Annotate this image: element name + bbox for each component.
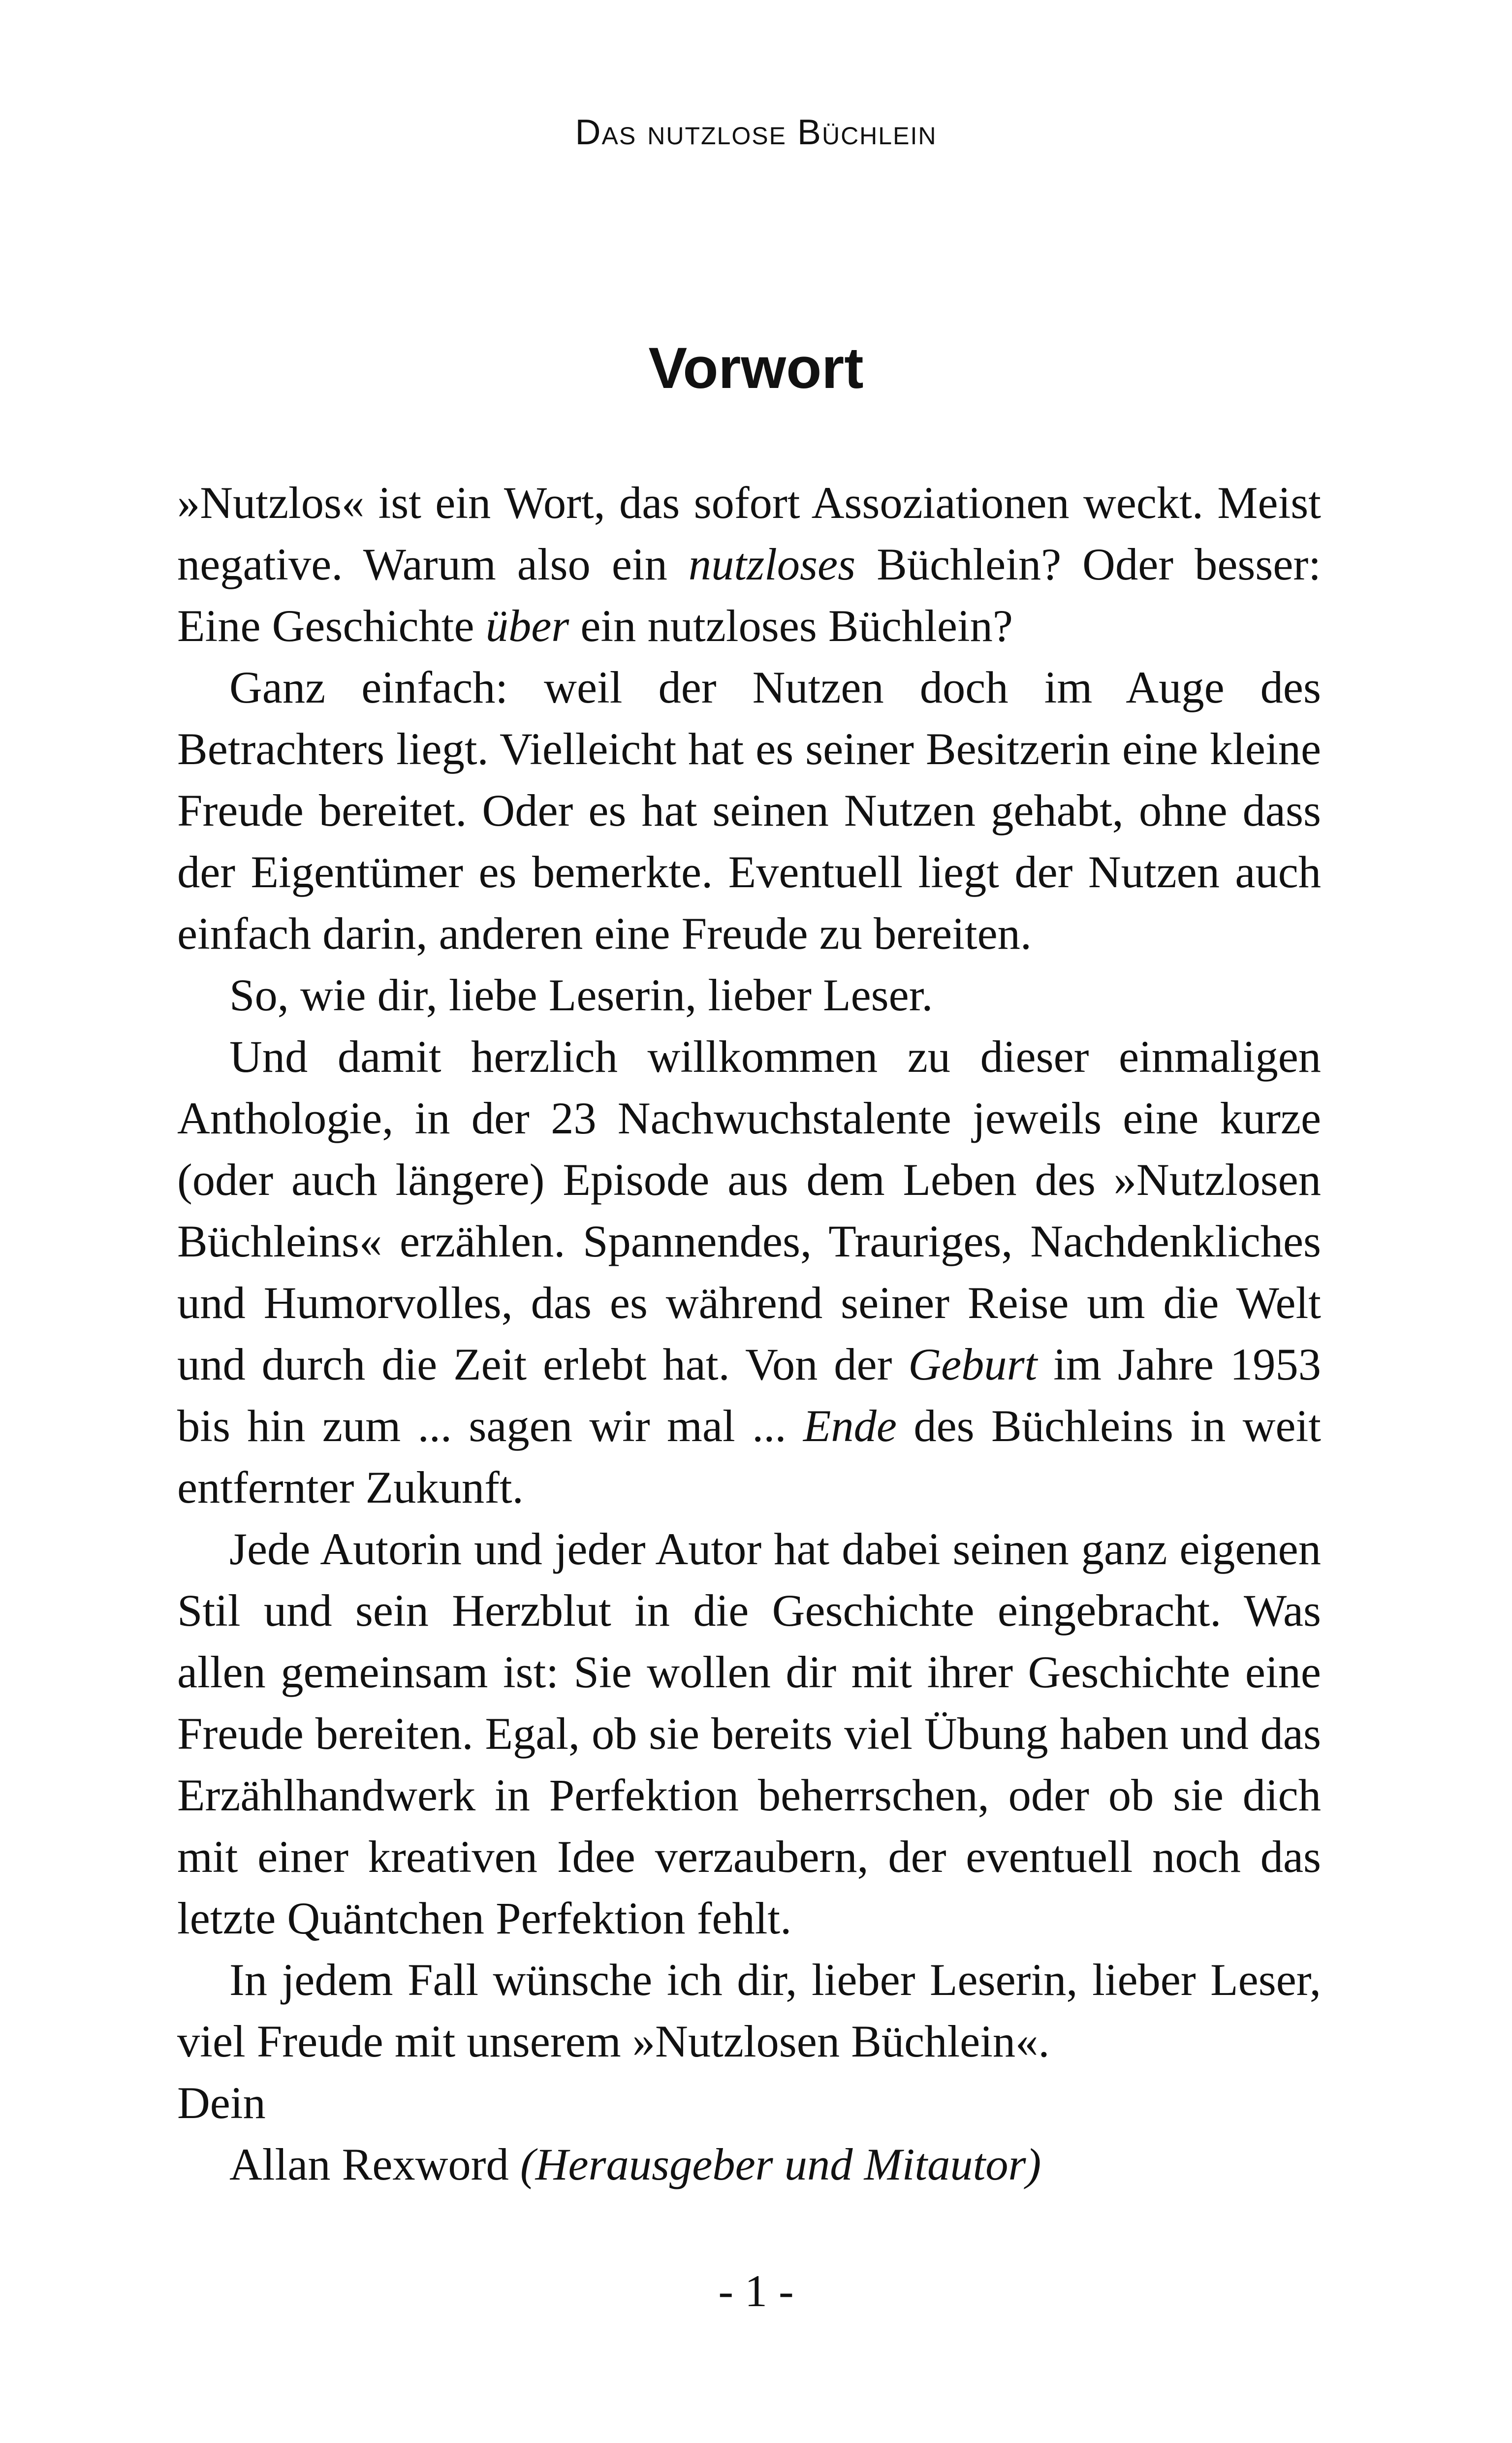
paragraph-6: In jedem Fall wünsche ich dir, lieber Leserin, lieber Leser, viel Freude mit unserem »Nutzlosen Büchlein«. [177,1955,1321,2067]
signoff [177,2073,1321,2196]
paragraph-4-text-a: Und damit herzlich willkommen zu dieser einmaligen Anthologie, in der 23 Nachwuchstalente jeweils eine kurze (oder auch längere) Episode aus dem Leben des »Nutzlosen Büchleins« erzählen. Spannendes, Trauriges, Nachdenkliches und Humorvolles, das es während seiner Reise um die Welt und durch die Zeit erlebt hat. Von der [177,1032,1321,1390]
author-role: (Herausgeber und Mitautor) [520,2140,1041,2190]
paragraph-4 [177,1027,1321,1519]
paragraph-1-text-b: Büchlein? Oder besser: Eine Geschichte [177,540,1321,651]
paragraph-1-text-c: ein nutzloses Büchlein? [569,601,1013,651]
paragraph-3: So, wie dir, liebe Leserin, lieber Leser. [229,970,933,1021]
paragraph-1-text-a: »Nutzlos« ist ein Wort, das sofort Assoziationen weckt. Meist negative. Warum also ein [177,478,1321,590]
signoff-signature [177,2134,1321,2196]
chapter-title: Vorwort [648,336,864,401]
paragraph-4-emphasis-b: Ende [803,1401,897,1451]
running-title: Das nutzlose Büchlein [575,113,937,152]
author-name: Allan Rexword [229,2140,520,2190]
page-number: - 1 - [718,2266,794,2316]
signoff-salutation: Dein [177,2078,266,2128]
paragraph-4-text-b: im Jahre 1953 bis hin zum ... sagen wir mal ... [177,1340,1321,1451]
paragraph-4-emphasis-a: Geburt [908,1340,1038,1390]
paragraph-5: Jede Autorin und jeder Autor hat dabei seinen ganz eigenen Stil und sein Herzblut in die Geschichte eingebracht. Was allen gemeinsam ist: Sie wollen dir mit ihrer Geschichte eine Freude bereiten. Egal, ob sie bereits viel Übung haben und das Erzählhandwerk in Perfektion beherrschen, oder ob sie dich mit einer kreativen Idee verzaubern, der eventuell noch das letzte Quäntchen Perfektion fehlt. [177,1524,1321,1944]
foreword-body [177,473,1321,2073]
paragraph-4-text-c: des Büchleins in weit entfernter Zukunft. [177,1401,1321,1513]
paragraph-1 [177,473,1321,657]
paragraph-1-emphasis-a: nutzloses [688,540,856,590]
paragraph-1-emphasis-b: über [485,601,569,651]
paragraph-2: Ganz einfach: weil der Nutzen doch im Auge des Betrachters liegt. Vielleicht hat es seiner Besitzerin eine kleine Freude bereitet. Oder es hat seinen Nutzen gehabt, ohne dass der Eigentümer es bemerkte. Eventuell liegt der Nutzen auch einfach darin, anderen eine Freude zu bereiten. [177,663,1321,959]
